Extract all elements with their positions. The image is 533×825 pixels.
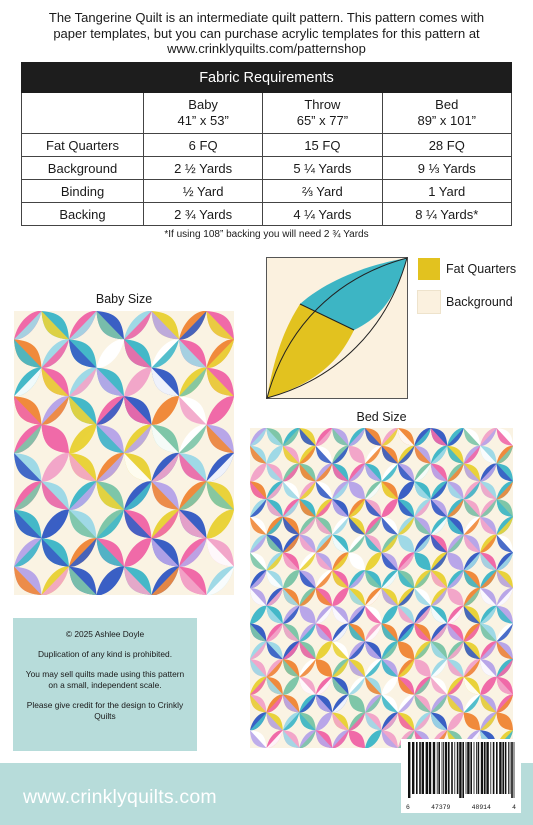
quilt-petal-half — [398, 481, 414, 499]
quilt-petal-half — [124, 311, 152, 340]
quilt-petal-half — [124, 425, 152, 454]
quilt-petal-half — [349, 641, 365, 659]
quilt-petal-half — [14, 481, 42, 510]
quilt-petal-half — [349, 606, 365, 624]
baby-quilt-image — [14, 311, 234, 595]
quilt-petal-half — [414, 428, 430, 446]
table-cell: 5 ¼ Yards — [263, 157, 382, 180]
quilt-petal-half — [266, 659, 282, 677]
barcode-bar — [478, 742, 480, 794]
quilt-petal-half — [447, 712, 463, 730]
quilt-petal-half — [349, 464, 365, 482]
table-cell: 4 ¼ Yards — [263, 203, 382, 226]
quilt-petal-half — [97, 453, 125, 482]
quilt-petal-half — [179, 538, 207, 567]
barcode-bar — [422, 742, 424, 794]
fabric-requirements-table — [21, 62, 512, 226]
quilt-petal-half — [414, 712, 430, 730]
quilt-petal-half — [365, 517, 381, 535]
quilt-petal-half — [365, 624, 381, 642]
barcode-bar — [412, 742, 414, 794]
copyright-notice — [13, 618, 197, 751]
quilt-petal-half — [207, 510, 235, 539]
legend-swatch-yellow — [418, 258, 440, 280]
quilt-petal-half — [332, 552, 348, 570]
copyright-line: You may sell quilts made using this pattern on a small, independent scale. — [25, 669, 185, 690]
quilt-petal-half — [447, 464, 463, 482]
barcode-bar — [502, 742, 504, 794]
quilt-petal-half — [414, 570, 430, 588]
bed-quilt-graphic — [250, 428, 513, 748]
barcode-bar — [511, 742, 513, 798]
table-cell: 28 FQ — [382, 134, 512, 157]
table-row — [22, 180, 512, 203]
quilt-petal — [332, 730, 348, 748]
quilt-petal-half — [266, 695, 282, 713]
barcode-bar — [416, 742, 418, 794]
quilt-petal-half — [464, 552, 480, 570]
quilt-petal-half — [283, 570, 299, 588]
quilt-petal-half — [42, 510, 70, 539]
table-title: Fabric Requirements — [22, 63, 512, 93]
quilt-petal-half — [250, 641, 266, 659]
quilt-petal — [97, 566, 125, 595]
quilt-petal-half — [283, 428, 299, 446]
quilt-petal-half — [207, 339, 235, 368]
quilt-petal-half — [179, 368, 207, 397]
quilt-petal-half — [316, 712, 332, 730]
quilt-petal-half — [349, 428, 365, 446]
table-row — [22, 134, 512, 157]
quilt-petal-half — [152, 453, 180, 482]
table-cell: 9 ⅓ Yards — [382, 157, 512, 180]
legend-swatch-cream — [418, 291, 440, 313]
row-label: Fat Quarters — [22, 134, 144, 157]
quilt-petal-half — [365, 695, 381, 713]
quilt-petal-half — [299, 481, 315, 499]
quilt-petal-half — [152, 510, 180, 539]
quilt-petal-half — [283, 464, 299, 482]
barcode-bar — [476, 742, 477, 794]
quilt-petal-half — [414, 464, 430, 482]
bed-size-label: Bed Size — [356, 410, 407, 424]
quilt-petal-half — [382, 677, 398, 695]
row-label: Binding — [22, 180, 144, 203]
quilt-petal-half — [447, 606, 463, 624]
barcode-bar — [443, 742, 444, 794]
quilt-petal-half — [152, 396, 180, 425]
quilt-petal-half — [299, 446, 315, 464]
barcode-bar — [445, 742, 447, 794]
quilt-petal-half — [431, 552, 447, 570]
quilt-petal-half — [179, 481, 207, 510]
quilt-petal-half — [14, 368, 42, 397]
quilt-petal-half — [250, 570, 266, 588]
bed-quilt-image — [250, 428, 513, 748]
barcode-bar — [474, 742, 475, 794]
table-cell: 15 FQ — [263, 134, 382, 157]
barcode-bar — [481, 742, 483, 794]
table-row — [22, 157, 512, 180]
barcode-bar — [493, 742, 495, 794]
barcode-bar — [459, 742, 461, 798]
quilt-petal-half — [497, 481, 513, 499]
quilt-petal-half — [365, 588, 381, 606]
quilt-petal-half — [316, 677, 332, 695]
table-header-row — [22, 93, 512, 134]
barcode-bar — [426, 742, 428, 794]
quilt-petal-half — [414, 677, 430, 695]
quilt-petal-half — [480, 570, 496, 588]
legend-background — [418, 291, 513, 313]
barcode-bar — [429, 742, 431, 794]
quilt-petal-half — [332, 446, 348, 464]
quilt-petal-half — [480, 428, 496, 446]
quilt-petal-half — [266, 624, 282, 642]
quilt-petal-half — [152, 339, 180, 368]
quilt-petal-half — [414, 499, 430, 517]
barcode-bar — [454, 742, 455, 794]
row-label: Backing — [22, 203, 144, 226]
quilt-petal-half — [14, 311, 42, 340]
quilt-petal-half — [480, 535, 496, 553]
quilt-petal-half — [69, 368, 97, 397]
quilt-petal-half — [365, 659, 381, 677]
quilt-petal-half — [464, 695, 480, 713]
quilt-petal-half — [69, 481, 97, 510]
barcode-bar — [486, 742, 488, 794]
quilt-petal-half — [283, 677, 299, 695]
barcode-bar — [451, 742, 453, 794]
quilt-petal-half — [266, 517, 282, 535]
barcode-bar — [437, 742, 438, 794]
barcode-bar — [448, 742, 450, 794]
quilt-petal-half — [69, 425, 97, 454]
quilt-petal-half — [431, 624, 447, 642]
quilt-petal-half — [316, 428, 332, 446]
barcode-bar — [490, 742, 491, 794]
quilt-petal-half — [332, 481, 348, 499]
quilt-petal-half — [497, 624, 513, 642]
quilt-petal-half — [398, 659, 414, 677]
quilt-petal-half — [266, 481, 282, 499]
quilt-petal-half — [398, 446, 414, 464]
quilt-petal-half — [431, 446, 447, 464]
quilt-petal — [152, 566, 180, 595]
quilt-petal-half — [431, 517, 447, 535]
quilt-petal-half — [398, 695, 414, 713]
quilt-petal-half — [464, 517, 480, 535]
quilt-petal-half — [250, 499, 266, 517]
quilt-petal-half — [316, 535, 332, 553]
quilt-petal-half — [398, 624, 414, 642]
barcode — [401, 739, 521, 813]
quilt-petal-half — [464, 446, 480, 464]
quilt-petal-half — [349, 535, 365, 553]
backing-footnote: *If using 108” backing you will need 2 ¾ Yards — [164, 229, 369, 240]
quilt-petal-half — [365, 552, 381, 570]
quilt-petal-half — [299, 695, 315, 713]
quilt-petal-half — [497, 659, 513, 677]
quilt-petal — [266, 730, 282, 748]
quilt-petal-half — [382, 570, 398, 588]
quilt-petal — [365, 730, 381, 748]
quilt-petal-half — [266, 552, 282, 570]
quilt-petal-half — [497, 552, 513, 570]
quilt-petal-half — [464, 588, 480, 606]
barcode-bar — [442, 742, 443, 794]
quilt-petal-half — [447, 499, 463, 517]
quilt-petal-half — [414, 641, 430, 659]
table-cell: 2 ½ Yards — [144, 157, 263, 180]
quilt-petal-half — [14, 425, 42, 454]
quilt-petal-half — [299, 588, 315, 606]
copyright-line: Please give credit for the design to Crinkly Quilts — [26, 700, 184, 721]
barcode-bar — [466, 742, 467, 794]
quilt-petal-half — [266, 588, 282, 606]
quilt-petal-half — [316, 499, 332, 517]
quilt-petal-half — [124, 368, 152, 397]
intro-line: www.crinklyquilts.com/patternshop — [167, 41, 366, 56]
barcode-bar — [510, 742, 511, 794]
quilt-petal-half — [382, 499, 398, 517]
barcode-bar — [484, 742, 486, 794]
quilt-petal-half — [382, 712, 398, 730]
quilt-petal-half — [207, 453, 235, 482]
block-diagram — [266, 257, 408, 399]
size-header-bed: Bed 89” x 101” — [382, 93, 512, 134]
quilt-petal-half — [382, 641, 398, 659]
quilt-petal-half — [207, 396, 235, 425]
quilt-petal-half — [299, 624, 315, 642]
quilt-petal-half — [414, 606, 430, 624]
quilt-petal-half — [283, 499, 299, 517]
table-cell: 1 Yard — [382, 180, 512, 203]
table-cell: ⅔ Yard — [263, 180, 382, 203]
quilt-petal-half — [250, 606, 266, 624]
quilt-petal-half — [42, 453, 70, 482]
quilt-petal-half — [497, 588, 513, 606]
quilt-petal-half — [332, 588, 348, 606]
quilt-petal-half — [97, 396, 125, 425]
quilt-petal — [299, 730, 315, 748]
quilt-petal-half — [299, 659, 315, 677]
quilt-petal-half — [124, 481, 152, 510]
table-row — [22, 203, 512, 226]
quilt-petal-half — [299, 517, 315, 535]
quilt-petal-half — [497, 517, 513, 535]
quilt-petal-half — [316, 641, 332, 659]
quilt-petal-half — [480, 606, 496, 624]
quilt-petal-half — [14, 538, 42, 567]
quilt-petal-half — [349, 570, 365, 588]
barcode-bar — [499, 742, 501, 794]
quilt-petal-half — [497, 695, 513, 713]
table-cell: 6 FQ — [144, 134, 263, 157]
quilt-petal-half — [480, 464, 496, 482]
quilt-petal-half — [332, 659, 348, 677]
barcode-bar — [470, 742, 472, 794]
quilt-petal-half — [447, 535, 463, 553]
barcode-bar — [514, 742, 515, 798]
barcode-bar — [505, 742, 507, 794]
quilt-petal-half — [316, 606, 332, 624]
quilt-petal-half — [382, 464, 398, 482]
quilt-petal-half — [398, 588, 414, 606]
quilt-petal-half — [382, 535, 398, 553]
quilt-petal-half — [42, 396, 70, 425]
quilt-petal-half — [414, 535, 430, 553]
baby-quilt-graphic — [14, 311, 234, 595]
quilt-petal-half — [365, 481, 381, 499]
quilt-petal-half — [250, 464, 266, 482]
quilt-petal-half — [447, 677, 463, 695]
intro-line: paper templates, but you can purchase acrylic templates for this pattern at — [53, 25, 480, 41]
barcode-bar — [496, 742, 498, 794]
quilt-petal-half — [497, 446, 513, 464]
quilt-petal-half — [124, 538, 152, 567]
quilt-petal-half — [316, 570, 332, 588]
quilt-petal-half — [447, 428, 463, 446]
size-header-baby: Baby 41” x 53” — [144, 93, 263, 134]
website-url[interactable]: www.crinklyquilts.com — [23, 786, 217, 808]
barcode-bar — [419, 742, 421, 794]
quilt-petal-half — [179, 425, 207, 454]
quilt-petal-half — [250, 535, 266, 553]
quilt-petal-half — [464, 659, 480, 677]
quilt-petal-half — [431, 695, 447, 713]
quilt-petal-half — [447, 641, 463, 659]
barcode-bar — [433, 742, 435, 794]
baby-size-label: Baby Size — [95, 292, 153, 306]
quilt-petal-half — [283, 712, 299, 730]
quilt-petal-half — [69, 311, 97, 340]
barcode-bar — [457, 742, 459, 794]
quilt-petal-half — [464, 624, 480, 642]
quilt-petal-half — [97, 339, 125, 368]
intro-line: The Tangerine Quilt is an intermediate quilt pattern. This pattern comes with — [48, 10, 485, 25]
quilt-petal-half — [480, 677, 496, 695]
barcode-bar — [408, 742, 410, 798]
quilt-petal — [42, 566, 70, 595]
copyright-line: Duplication of any kind is prohibited. — [37, 649, 173, 659]
barcode-digits: 6 47379 48914 4 — [406, 804, 516, 811]
quilt-petal-half — [398, 552, 414, 570]
quilt-petal-half — [480, 499, 496, 517]
size-header-throw: Throw 65” x 77” — [263, 93, 382, 134]
quilt-petal-half — [250, 712, 266, 730]
legend-label: Background — [446, 295, 513, 309]
quilt-petal-half — [69, 538, 97, 567]
barcode-bar — [462, 742, 464, 798]
quilt-petal-half — [480, 641, 496, 659]
quilt-petal-half — [431, 659, 447, 677]
quilt-petal-half — [382, 606, 398, 624]
quilt-petal-half — [349, 712, 365, 730]
table-corner-cell — [22, 93, 144, 134]
intro-text — [14, 10, 519, 57]
quilt-petal-half — [332, 695, 348, 713]
quilt-petal-half — [480, 712, 496, 730]
quilt-petal-half — [42, 339, 70, 368]
quilt-petal-half — [332, 624, 348, 642]
barcode-bar — [467, 742, 469, 794]
quilt-petal-half — [447, 570, 463, 588]
quilt-petal-half — [283, 535, 299, 553]
quilt-petal-half — [431, 588, 447, 606]
quilt-petal-half — [97, 510, 125, 539]
barcode-bar — [438, 742, 440, 794]
quilt-petal-half — [431, 481, 447, 499]
quilt-petal-half — [283, 641, 299, 659]
quilt-petal-half — [382, 428, 398, 446]
quilt-petal-half — [398, 517, 414, 535]
table-cell: 2 ¾ Yards — [144, 203, 263, 226]
barcode-bars — [406, 742, 516, 798]
quilt-petal-half — [266, 446, 282, 464]
legend-fat-quarters — [418, 258, 516, 280]
quilt-petal-half — [179, 311, 207, 340]
quilt-petal-half — [250, 428, 266, 446]
quilt-petal — [207, 566, 235, 595]
quilt-petal-half — [283, 606, 299, 624]
quilt-petal-half — [299, 552, 315, 570]
quilt-petal-half — [464, 481, 480, 499]
table-cell: ½ Yard — [144, 180, 263, 203]
legend-label: Fat Quarters — [446, 262, 517, 276]
table-cell: 8 ¼ Yards* — [382, 203, 512, 226]
row-label: Background — [22, 157, 144, 180]
copyright-line: © 2025 Ashlee Doyle — [65, 629, 145, 639]
quilt-petal-half — [349, 499, 365, 517]
quilt-petal-half — [349, 677, 365, 695]
quilt-petal-half — [316, 464, 332, 482]
quilt-petal-half — [365, 446, 381, 464]
quilt-petal-half — [332, 517, 348, 535]
barcode-bar — [508, 742, 509, 794]
quilt-petal-half — [250, 677, 266, 695]
